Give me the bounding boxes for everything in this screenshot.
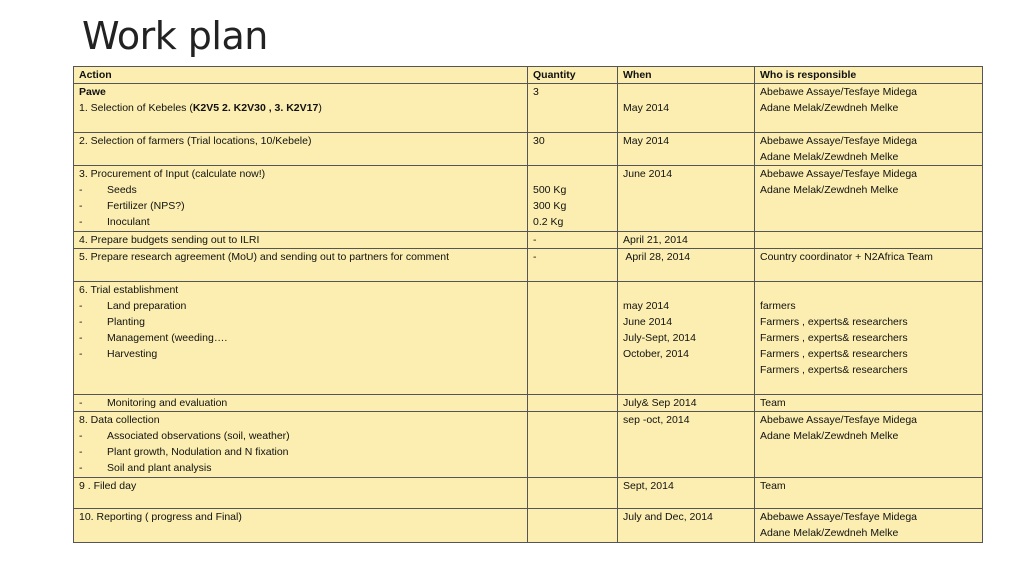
quantity-value: 300 Kg (533, 200, 567, 212)
sub-item (79, 182, 522, 198)
when-cell: sep -oct, 2014 (618, 412, 755, 478)
quantity-cell (528, 509, 618, 543)
who-line: Abebawe Assaye/Tesfaye Midega (760, 168, 918, 180)
when-text: October, 2014 (623, 348, 689, 360)
sub-item (79, 460, 522, 476)
table-row (74, 282, 983, 395)
sub-item-label: Associated observations (soil, weather) (107, 430, 290, 442)
when-cell (618, 282, 755, 395)
table-row (74, 84, 983, 133)
action-text (79, 100, 522, 116)
who-cell (755, 166, 983, 232)
quantity-cell: - (528, 232, 618, 249)
header-action: Action (74, 67, 528, 84)
action-text: 8. Data collection (79, 414, 160, 426)
sub-item (79, 314, 522, 330)
who-cell (755, 232, 983, 249)
header-when: When (618, 67, 755, 84)
action-cell (74, 84, 528, 133)
header-quantity: Quantity (528, 67, 618, 84)
sub-item-label: Management (weeding…. (107, 332, 228, 344)
sub-item-label: Harvesting (107, 348, 158, 360)
when-text: May 2014 (623, 102, 670, 114)
when-cell: June 2014 (618, 166, 755, 232)
sub-item (79, 198, 522, 214)
quantity-cell (528, 478, 618, 509)
when-cell (618, 84, 755, 133)
quantity-cell (528, 395, 618, 412)
dash: - (79, 332, 83, 344)
table-row (74, 133, 983, 166)
quantity-cell: 30 (528, 133, 618, 166)
who-line: Adane Melak/Zewdneh Melke (760, 430, 899, 442)
dash: - (79, 446, 83, 458)
when-cell: Sept, 2014 (618, 478, 755, 509)
sub-item-label: Soil and plant analysis (107, 462, 212, 474)
site-label: Pawe (79, 86, 106, 98)
action-text: 6. Trial establishment (79, 284, 179, 296)
who-line: Abebawe Assaye/Tesfaye Midega (760, 511, 918, 523)
sub-item-label: Seeds (107, 184, 137, 196)
who-cell (755, 282, 983, 395)
who-line: Abebawe Assaye/Tesfaye Midega (760, 135, 918, 147)
who-cell (755, 509, 983, 543)
who-cell: Team (755, 478, 983, 509)
sub-item-label: Planting (107, 316, 145, 328)
who-cell (755, 133, 983, 166)
action-cell (74, 282, 528, 395)
when-cell: July& Sep 2014 (618, 395, 755, 412)
who-line: Adane Melak/Zewdneh Melke (760, 184, 899, 196)
who-line: Farmers , experts& researchers (760, 364, 908, 376)
quantity-value: 0.2 Kg (533, 216, 564, 228)
dash: - (79, 348, 83, 360)
when-cell: April 21, 2014 (618, 232, 755, 249)
who-cell: Team (755, 395, 983, 412)
sub-item (79, 444, 522, 460)
table-row (74, 395, 983, 412)
dash: - (79, 316, 83, 328)
action-cell: 2. Selection of farmers (Trial locations, 10/Kebele) (74, 133, 528, 166)
who-line: Adane Melak/Zewdneh Melke (760, 102, 899, 114)
when-text: June 2014 (623, 316, 673, 328)
when-cell: May 2014 (618, 133, 755, 166)
action-suffix: ) (318, 102, 322, 114)
sub-item-label: Fertilizer (NPS?) (107, 200, 185, 212)
dash: - (79, 200, 83, 212)
when-text: may 2014 (623, 300, 670, 312)
who-line: Adane Melak/Zewdneh Melke (760, 527, 899, 539)
table-row (74, 412, 983, 478)
work-plan-table (73, 66, 983, 543)
quantity-cell: - (528, 249, 618, 282)
action-cell (74, 395, 528, 412)
dash: - (79, 430, 83, 442)
when-text: July-Sept, 2014 (623, 332, 696, 344)
sub-item (79, 428, 522, 444)
table-header-row (74, 67, 983, 84)
action-cell (74, 412, 528, 478)
quantity-cell (528, 166, 618, 232)
action-text: 3. Procurement of Input (calculate now!) (79, 168, 266, 180)
sub-item-label: Inoculant (107, 216, 150, 228)
sub-item (79, 330, 522, 346)
dash: - (79, 462, 83, 474)
quantity-cell (528, 412, 618, 478)
action-cell: 5. Prepare research agreement (MoU) and sending out to partners for comment (74, 249, 528, 282)
who-cell (755, 84, 983, 133)
sub-item-label: Plant growth, Nodulation and N fixation (107, 446, 289, 458)
quantity-value: 500 Kg (533, 184, 567, 196)
who-line: farmers (760, 300, 796, 312)
who-line: Adane Melak/Zewdneh Melke (760, 151, 899, 163)
who-cell (755, 412, 983, 478)
table-row (74, 478, 983, 509)
sub-item-label: Monitoring and evaluation (107, 397, 228, 409)
who-line: Farmers , experts& researchers (760, 332, 908, 344)
dash: - (79, 300, 83, 312)
action-cell (74, 166, 528, 232)
dash: - (79, 216, 83, 228)
action-cell: 4. Prepare budgets sending out to ILRI (74, 232, 528, 249)
dash: - (79, 397, 83, 409)
page-title: Work plan (82, 14, 268, 58)
dash: - (79, 184, 83, 196)
who-line: Farmers , experts& researchers (760, 348, 908, 360)
action-prefix: 1. Selection of Kebeles ( (79, 102, 193, 114)
action-cell: 10. Reporting ( progress and Final) (74, 509, 528, 543)
who-line: Farmers , experts& researchers (760, 316, 908, 328)
table-row (74, 232, 983, 249)
quantity-cell (528, 282, 618, 395)
who-line: Abebawe Assaye/Tesfaye Midega (760, 414, 918, 426)
sub-item (79, 346, 522, 362)
when-cell: April 28, 2014 (618, 249, 755, 282)
sub-item (79, 298, 522, 314)
when-cell: July and Dec, 2014 (618, 509, 755, 543)
quantity-cell: 3 (528, 84, 618, 133)
sub-item-label: Land preparation (107, 300, 187, 312)
who-cell: Country coordinator + N2Africa Team (755, 249, 983, 282)
action-cell: 9 . Filed day (74, 478, 528, 509)
table-row (74, 509, 983, 543)
kebele-codes: K2V5 2. K2V30 , 3. K2V17 (192, 102, 319, 114)
table-row (74, 166, 983, 232)
who-line: Abebawe Assaye/Tesfaye Midega (760, 86, 918, 98)
header-who: Who is responsible (755, 67, 983, 84)
table-row (74, 249, 983, 282)
sub-item (79, 214, 522, 230)
